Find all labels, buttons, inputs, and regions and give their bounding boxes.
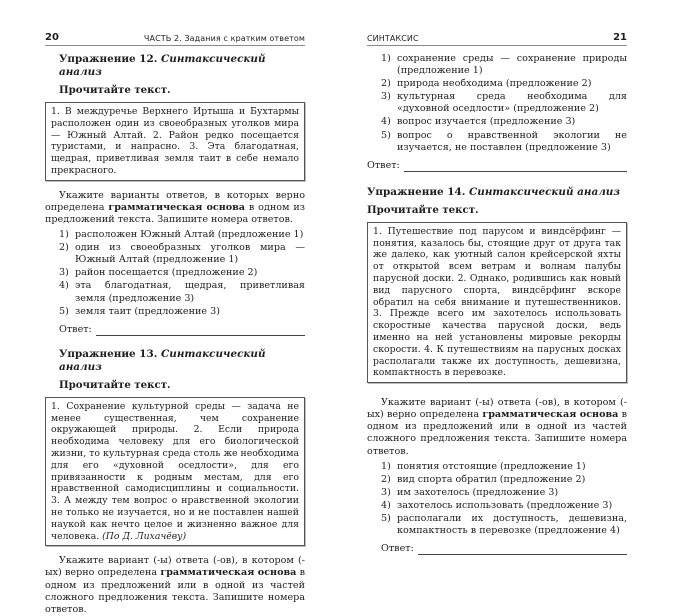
option-item xyxy=(381,500,627,512)
option-item xyxy=(59,229,305,241)
option-text: сохранение среды — сохранение природы (предложение 1) xyxy=(397,53,627,77)
exercise-12-task xyxy=(45,190,305,226)
exercise-14-text-box: 1. Путешествие под парусом и виндсёрфинг — понятия, казалось бы, стоящие друг от друга так же далеко, как уютный салон крейсерской яхты от открытой всем ветрам и волнам палубы парусной доски. 2. Однако, родившись как новый вид парусного спорта, виндсёрфинг вскоре обратил на себя внимание и путешественников. 3. Прежде всего им захотелось использовать скоростные качества парусной доски, ведь именно на ней установлены мировые рекорды скорости. 4. К путешествиям на парусных досках располагали также их доступность, дешевизна, компактность в перевозке. xyxy=(367,222,627,383)
option-number: 3) xyxy=(381,91,391,103)
task-bold-term: грамматическая основа xyxy=(108,201,246,213)
option-text: один из своеобразных уголков мира — Южный Алтай (предложение 1) xyxy=(75,242,305,266)
exercise-14-title xyxy=(367,186,627,199)
right-page xyxy=(337,0,674,555)
option-text: природа необходима (предложение 2) xyxy=(397,78,592,90)
read-prompt: Прочитайте текст. xyxy=(59,84,171,96)
exercise-13-title xyxy=(59,348,305,374)
option-text: вопрос изучается (предложение 3) xyxy=(397,116,576,128)
option-number: 5) xyxy=(59,305,69,317)
option-number: 4) xyxy=(381,499,391,511)
option-number: 1) xyxy=(381,460,391,472)
option-number: 5) xyxy=(381,129,391,141)
option-item xyxy=(381,474,627,486)
answer-label: Ответ: xyxy=(59,323,92,335)
page-number: 20 xyxy=(45,32,59,43)
option-item xyxy=(381,513,627,537)
answer-label: Ответ: xyxy=(381,543,414,555)
option-item xyxy=(381,116,627,128)
exercise-14-task xyxy=(367,397,627,457)
exercise-topic: Синтаксический анализ xyxy=(59,53,266,78)
option-item xyxy=(59,242,305,266)
exercise-12-answer xyxy=(59,324,305,336)
option-item xyxy=(381,78,627,90)
task-text: в одном из предложений текста. Запишите номера ответов. xyxy=(45,201,305,225)
answer-label: Ответ: xyxy=(367,159,400,171)
exercise-14-options xyxy=(367,461,627,538)
task-text: Укажите вариант (-ы) ответа (-ов), в котором (-ых) верно определена xyxy=(45,555,305,579)
option-number: 2) xyxy=(381,78,391,90)
passage-text: 1. Сохранение культурной среды — задача не менее существенная, чем сохранение окружающей природы. 2. Если природа необходима человеку для его биологической жизни, то культурная среда столь же необходима для его «духовной оседлости», для его привязанности к родным местам, для его нравственной самодисциплины и социальности. 3. А между тем вопрос о нравственной экологии не только не изучается, но и не поставлен нашей наукой как нечто целое и жизненно важное для человека. xyxy=(51,400,299,542)
option-number: 4) xyxy=(59,280,69,292)
exercise-13-answer xyxy=(367,160,627,172)
option-text: земля таит (предложение 3) xyxy=(75,305,220,317)
option-item xyxy=(381,91,627,115)
option-text: эта благодатная, щедрая, приветливая земля (предложение 3) xyxy=(75,280,305,304)
answer-line[interactable] xyxy=(404,162,627,172)
exercise-12-options xyxy=(45,229,305,318)
left-page xyxy=(0,0,337,615)
task-bold-term: грамматическая основа xyxy=(482,409,619,421)
option-item xyxy=(381,461,627,473)
option-number: 4) xyxy=(381,116,391,128)
task-bold-term: грамматическая основа xyxy=(160,567,297,579)
exercise-14-answer xyxy=(381,543,627,555)
option-text: располагали их доступность, дешевизна, компактность в перевозке (предложение 4) xyxy=(397,513,627,537)
read-prompt: Прочитайте текст. xyxy=(59,378,171,391)
left-column xyxy=(45,53,305,616)
exercise-13-task xyxy=(45,555,305,615)
exercise-topic: Синтаксический анализ xyxy=(59,347,266,373)
option-text: захотелось использовать (предложение 3) xyxy=(397,499,613,511)
option-item xyxy=(59,280,305,304)
option-item xyxy=(59,267,305,279)
option-item xyxy=(59,306,305,318)
option-number: 2) xyxy=(381,473,391,485)
running-header xyxy=(367,33,627,46)
option-number: 1) xyxy=(381,53,391,64)
option-number: 3) xyxy=(59,267,69,279)
passage-source: (По Д. Лихачёву) xyxy=(102,530,187,542)
exercise-topic: Синтаксический анализ xyxy=(469,185,620,198)
option-item xyxy=(381,487,627,499)
exercise-12-text-box: 1. В междуречье Верхнего Иртыша и Бухтармы расположен один из своеобразных уголков мира — Южный Алтай. 2. Район редко посещается туристами, и напрасно. 3. Эта благодатная, щедрая, приветливая земля таит в себе немало прекрасного. xyxy=(45,102,305,181)
exercise-number: Упражнение 12. xyxy=(59,53,158,65)
right-column xyxy=(367,53,627,555)
running-head-title: ЧАСТЬ 2. Задания с кратким ответом xyxy=(143,34,305,43)
exercise-number: Упражнение 14. xyxy=(367,185,466,198)
task-text: Укажите вариант (-ы) ответа (-ов), в котором (-ых) верно определена xyxy=(367,397,627,421)
option-text: культурная среда необходима для «духовной оседлости» (предложение 2) xyxy=(397,91,627,115)
answer-line[interactable] xyxy=(96,326,305,336)
task-text: Укажите варианты ответов, в которых верно определена xyxy=(45,189,305,213)
task-text: в одном из предложений или в одной из частей сложного предложения текста. Запишите номера ответов. xyxy=(367,409,627,457)
exercise-13-options xyxy=(367,53,627,154)
option-text: вопрос о нравственной экологии не изучается, не поставлен (предложение 3) xyxy=(397,129,627,153)
option-item xyxy=(381,53,627,77)
option-text: расположен Южный Алтай (предложение 1) xyxy=(75,229,304,241)
read-prompt: Прочитайте текст. xyxy=(367,203,479,216)
option-number: 2) xyxy=(59,242,69,254)
option-number: 1) xyxy=(59,229,69,241)
running-head-title: СИНТАКСИС xyxy=(367,34,419,43)
option-text: понятия отстоящие (предложение 1) xyxy=(397,460,586,472)
exercise-13-text-box xyxy=(45,397,305,547)
running-header xyxy=(45,33,305,46)
option-text: вид спорта обратил (предложение 2) xyxy=(397,473,586,485)
option-text: район посещается (предложение 2) xyxy=(75,267,258,279)
exercise-number: Упражнение 13. xyxy=(59,347,158,360)
answer-line[interactable] xyxy=(418,545,627,555)
option-number: 5) xyxy=(381,513,391,525)
task-text: в одном из предложений или в одной из частей сложного предложения текста. Запишите номера ответов. xyxy=(45,567,305,615)
option-text: им захотелось (предложение 3) xyxy=(397,486,559,498)
exercise-12-title xyxy=(59,53,305,79)
page-number: 21 xyxy=(613,32,627,43)
option-number: 3) xyxy=(381,486,391,498)
option-item xyxy=(381,130,627,154)
